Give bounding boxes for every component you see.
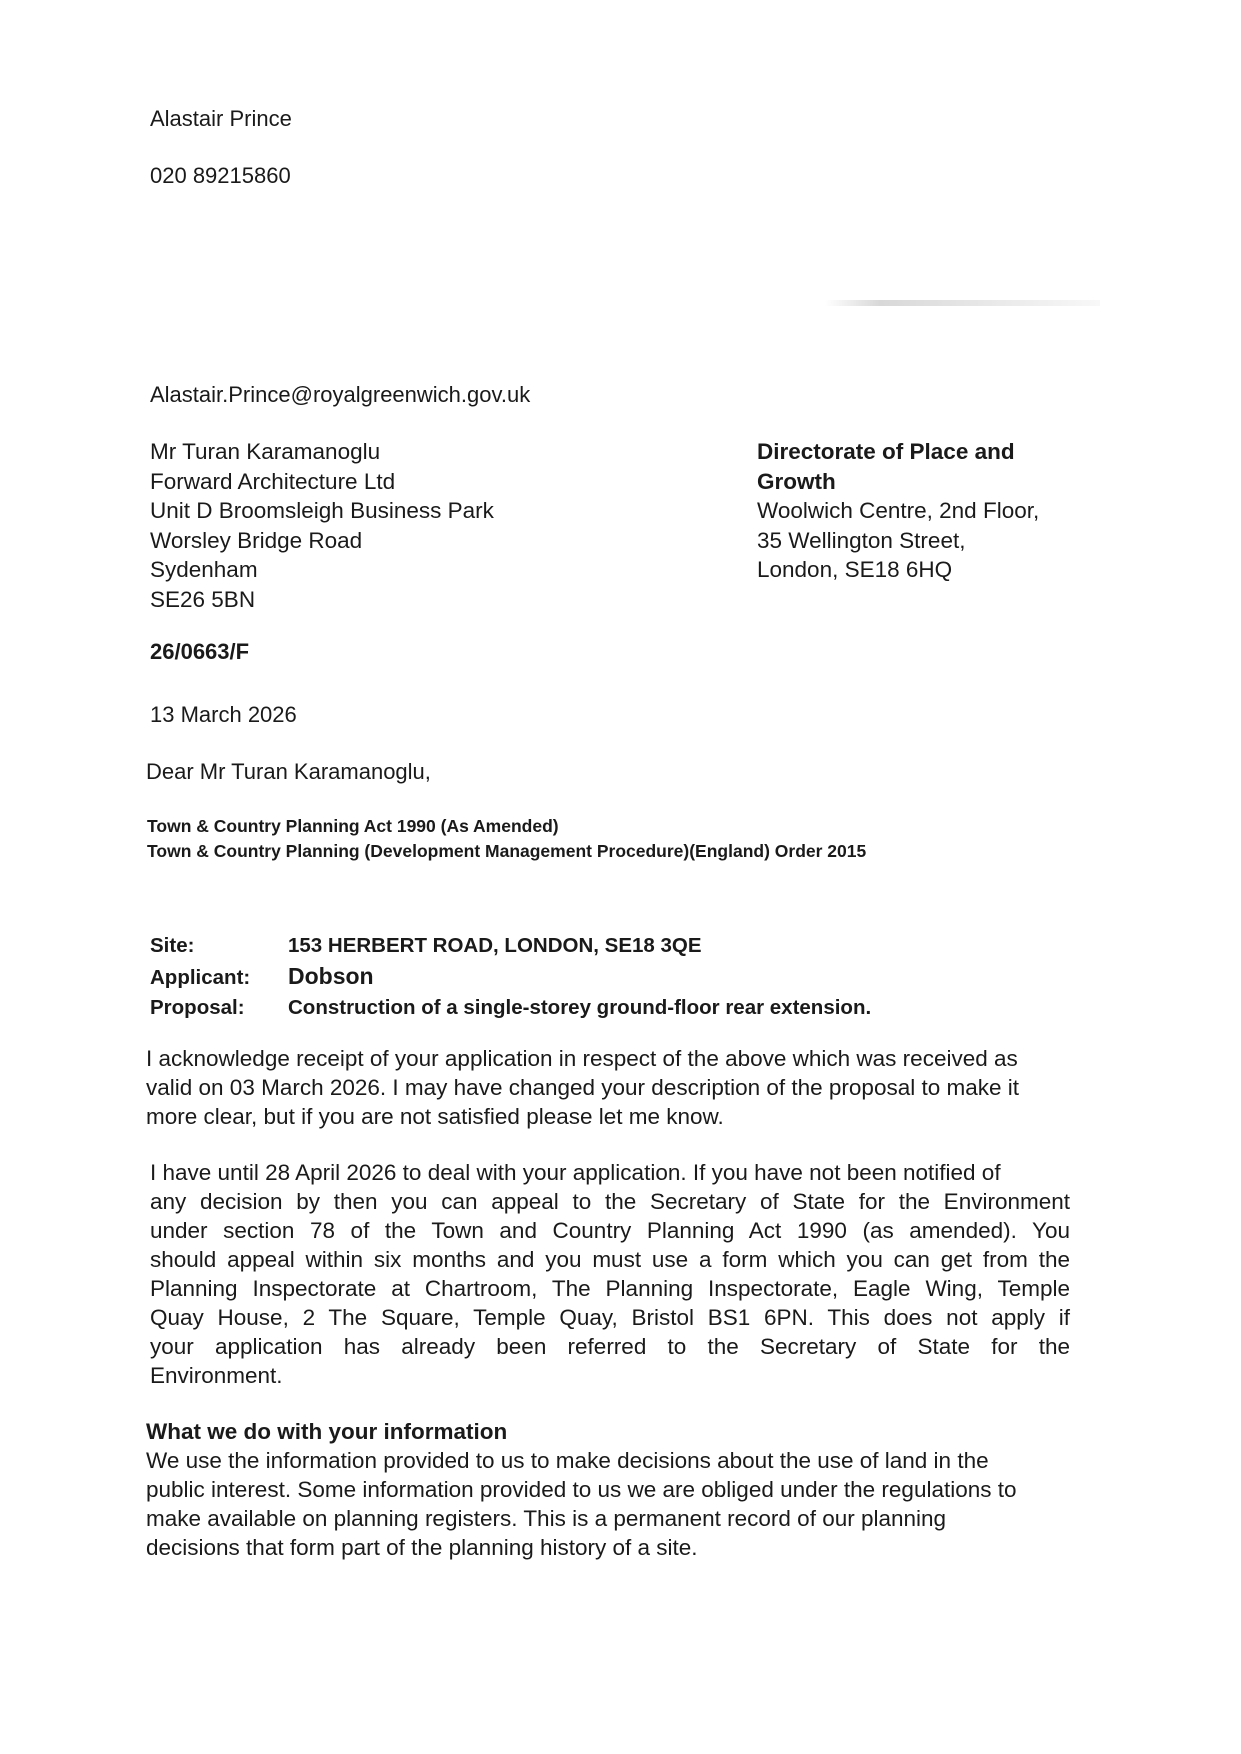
- directorate-name-cont: Growth: [757, 468, 836, 494]
- recipient-line: SE26 5BN: [150, 586, 256, 612]
- sender-address-line: Woolwich Centre, 2nd Floor,: [757, 498, 1040, 523]
- officer-phone: 020 89215860: [150, 163, 291, 188]
- paragraph-line: Planning Inspectorate at Chartroom, The Planning Inspectorate, Eagle Wing, Temple: [150, 1276, 1070, 1301]
- info-paragraph: [146, 1446, 1096, 1562]
- paragraph-line: valid on 03 March 2026. I may have changed your description of the proposal to make it: [146, 1075, 1020, 1100]
- acknowledgement-paragraph: [146, 1044, 1096, 1131]
- paragraph-line: Quay House, 2 The Square, Temple Quay, Bristol BS1 6PN. This does not apply if: [150, 1305, 1070, 1330]
- recipient-line: Unit D Broomsleigh Business Park: [150, 498, 494, 523]
- info-heading: What we do with your information: [146, 1419, 508, 1444]
- applicant-value: Dobson: [288, 963, 374, 989]
- paragraph-line: We use the information provided to us to make decisions about the use of land in the: [146, 1448, 989, 1473]
- recipient-line: Worsley Bridge Road: [150, 527, 363, 553]
- proposal-label: Proposal:: [150, 996, 245, 1019]
- recipient-line: Forward Architecture Ltd: [150, 468, 396, 494]
- paragraph-line: decisions that form part of the planning history of a site.: [146, 1535, 698, 1560]
- paragraph-line: make available on planning registers. This is a permanent record of our planning: [146, 1506, 947, 1531]
- paragraph-line: I acknowledge receipt of your application in respect of the above which was received as: [146, 1046, 1018, 1071]
- applicant-label: Applicant:: [150, 966, 251, 989]
- legislation-references: [147, 814, 866, 864]
- paragraph-line: public interest. Some information provided to us we are obliged under the regulations to: [146, 1477, 1017, 1502]
- officer-name: Alastair Prince: [150, 106, 292, 131]
- proposal-value: Construction of a single-storey ground-floor rear extension.: [288, 996, 872, 1019]
- act-line: Town & Country Planning Act 1990 (As Amended): [147, 816, 559, 836]
- site-value: 153 HERBERT ROAD, LONDON, SE18 3QE: [288, 934, 702, 957]
- paragraph-line: more clear, but if you are not satisfied please let me know.: [146, 1104, 724, 1129]
- sender-address: [757, 437, 1039, 585]
- proposal-row: [150, 993, 871, 1023]
- letter-date: 13 March 2026: [150, 702, 297, 727]
- applicant-row: [150, 961, 871, 993]
- application-details: [150, 931, 871, 1023]
- sender-address-line: 35 Wellington Street,: [757, 527, 966, 553]
- reference-number: 26/0663/F: [150, 639, 250, 664]
- salutation: Dear Mr Turan Karamanoglu,: [146, 759, 431, 784]
- paragraph-line: I have until 28 April 2026 to deal with your application. If you have not been notified of: [150, 1160, 1001, 1185]
- site-row: [150, 931, 871, 961]
- appeal-paragraph: [150, 1158, 1070, 1390]
- site-label: Site:: [150, 934, 195, 957]
- officer-email: Alastair.Prince@royalgreenwich.gov.uk: [150, 382, 531, 407]
- sender-address-line: London, SE18 6HQ: [757, 557, 953, 582]
- recipient-line: Sydenham: [150, 557, 258, 582]
- directorate-name: Directorate of Place and: [757, 439, 1015, 464]
- paragraph-line: any decision by then you can appeal to the Secretary of State for the Environment: [150, 1189, 1070, 1214]
- paragraph-line: should appeal within six months and you must use a form which you can get from the: [150, 1247, 1070, 1272]
- recipient-line: Mr Turan Karamanoglu: [150, 439, 381, 464]
- paragraph-line: under section 78 of the Town and Country Planning Act 1990 (as amended). You: [150, 1218, 1070, 1243]
- scan-artifact: [825, 300, 1100, 306]
- paragraph-line: your application has already been referred to the Secretary of State for the: [150, 1334, 1070, 1359]
- recipient-address: [150, 437, 494, 614]
- act-line: Town & Country Planning (Development Management Procedure)(England) Order 2015: [147, 841, 867, 861]
- paragraph-line: Environment.: [150, 1363, 283, 1388]
